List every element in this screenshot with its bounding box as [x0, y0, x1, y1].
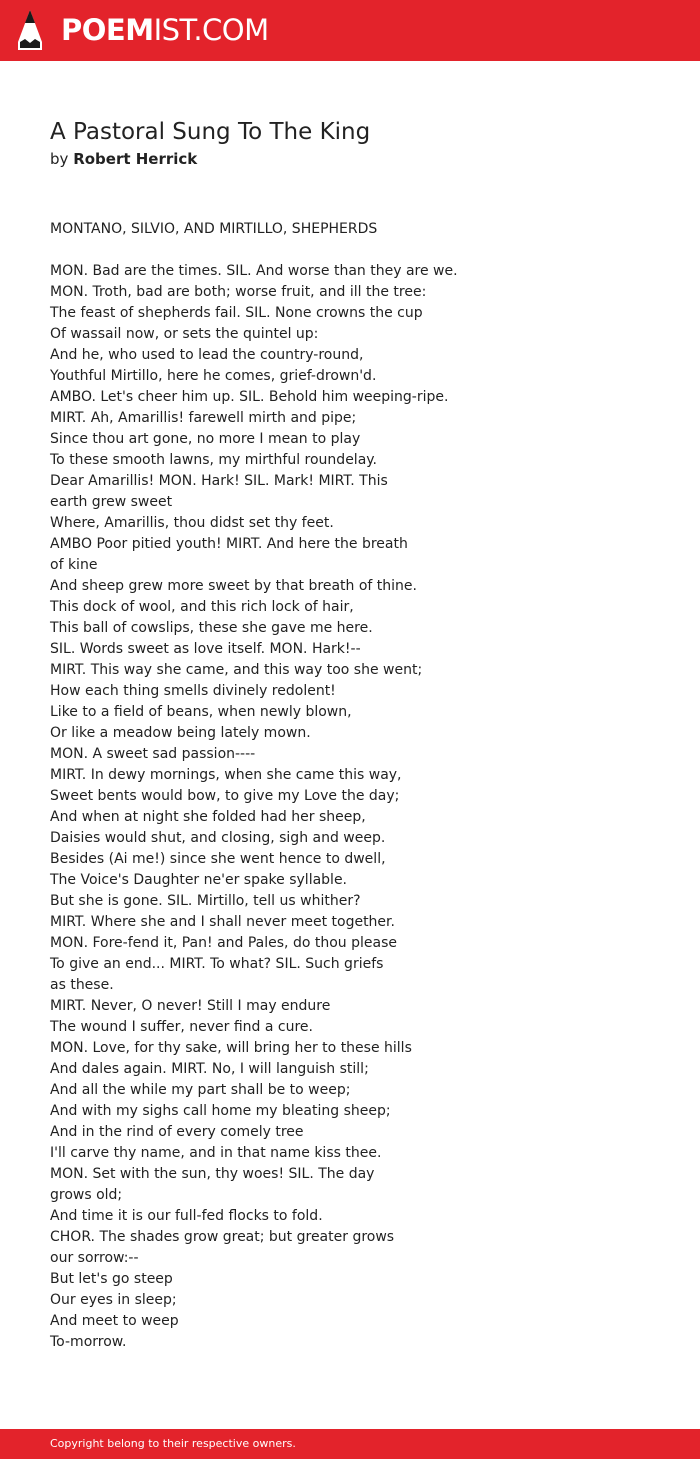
poem-line: grows old; [50, 1187, 123, 1203]
copyright-text: Copyright belong to their respective owners. [50, 1437, 296, 1450]
poem-line: CHOR. The shades grow great; but greater grows [50, 1229, 395, 1245]
poem-line: The Voice's Daughter ne'er spake syllable. [50, 872, 348, 888]
poem-line: To-morrow. [50, 1334, 127, 1350]
poem-line: Sweet bents would bow, to give my Love the day; [50, 788, 400, 804]
poem-line: SIL. Words sweet as love itself. MON. Hark!-- [50, 641, 361, 657]
poem-line: Since thou art gone, no more I mean to play [50, 431, 361, 447]
poem-line: And dales again. MIRT. No, I will languish still; [50, 1061, 369, 1077]
poem-line: Our eyes in sleep; [50, 1292, 177, 1308]
poem-author[interactable]: Robert Herrick [73, 150, 198, 168]
poem-line: AMBO. Let's cheer him up. SIL. Behold him weeping-ripe. [50, 389, 449, 405]
logo-light-text: IST.COM [153, 13, 269, 47]
poem-line: Or like a meadow being lately mown. [50, 725, 311, 741]
pencil-tip-icon[interactable] [17, 9, 43, 51]
poem-line: Dear Amarillis! MON. Hark! SIL. Mark! MIRT. This [50, 473, 388, 489]
poem-title: A Pastoral Sung To The King [50, 119, 371, 145]
poem-line: And with my sighs call home my bleating sheep; [50, 1103, 391, 1119]
poem-line: And in the rind of every comely tree [50, 1124, 304, 1140]
poem-line: MIRT. Never, O never! Still I may endure [50, 998, 331, 1014]
poem-line: MONTANO, SILVIO, AND MIRTILLO, SHEPHERDS [50, 221, 378, 237]
poem-line: I'll carve thy name, and in that name kiss thee. [50, 1145, 382, 1161]
poem-line: Like to a field of beans, when newly blown, [50, 704, 352, 720]
poem-line: And meet to weep [50, 1313, 179, 1329]
poem-line: How each thing smells divinely redolent! [50, 683, 336, 699]
poem-line: earth grew sweet [50, 494, 173, 510]
poem-line: MIRT. Ah, Amarillis! farewell mirth and pipe; [50, 410, 357, 426]
poem-line: Youthful Mirtillo, here he comes, grief-drown'd. [50, 368, 377, 384]
poem-line: And he, who used to lead the country-round, [50, 347, 364, 363]
poem-line: MIRT. This way she came, and this way too she went; [50, 662, 423, 678]
poem-line: MON. Love, for thy sake, will bring her to these hills [50, 1040, 412, 1056]
poem-line: And sheep grew more sweet by that breath of thine. [50, 578, 417, 594]
poem-line: MIRT. Where she and I shall never meet together. [50, 914, 395, 930]
poem-byline [50, 148, 670, 170]
poem-line: To give an end... MIRT. To what? SIL. Such griefs [50, 956, 384, 972]
site-footer [0, 1429, 700, 1459]
poem-line: MON. Set with the sun, thy woes! SIL. The day [50, 1166, 375, 1182]
poem-line: The feast of shepherds fail. SIL. None crowns the cup [50, 305, 423, 321]
poem-line: Besides (Ai me!) since she went hence to dwell, [50, 851, 386, 867]
poem-line: And all the while my part shall be to weep; [50, 1082, 351, 1098]
poem-line: But she is gone. SIL. Mirtillo, tell us whither? [50, 893, 361, 909]
poem-line: MON. Fore-fend it, Pan! and Pales, do thou please [50, 935, 397, 951]
poem-line: But let's go steep [50, 1271, 173, 1287]
poem-line: The wound I suffer, never find a cure. [50, 1019, 313, 1035]
poem-line: To these smooth lawns, my mirthful roundelay. [50, 452, 378, 468]
site-header [0, 0, 700, 61]
poem-line: MON. Bad are the times. SIL. And worse than they are we. [50, 263, 458, 279]
poem-line: Daisies would shut, and closing, sigh and weep. [50, 830, 386, 846]
poem-line: MIRT. In dewy mornings, when she came this way, [50, 767, 402, 783]
poem-line: our sorrow:-- [50, 1250, 139, 1266]
poem-line: Where, Amarillis, thou didst set thy feet. [50, 515, 334, 531]
poem-line: This dock of wool, and this rich lock of hair, [50, 599, 354, 615]
poem-line: Of wassail now, or sets the quintel up: [50, 326, 319, 342]
poem-line: And time it is our full-fed flocks to fold. [50, 1208, 323, 1224]
by-prefix: by [50, 150, 69, 168]
poem-line: MON. Troth, bad are both; worse fruit, and ill the tree: [50, 284, 427, 300]
poem-line: as these. [50, 977, 114, 993]
poem-line: This ball of cowslips, these she gave me here. [50, 620, 373, 636]
poem-heading [50, 116, 670, 170]
poem-line: of kine [50, 557, 98, 573]
poem-line: MON. A sweet sad passion---- [50, 746, 256, 762]
logo-bold-text: POEM [61, 13, 154, 47]
site-logo[interactable] [61, 13, 269, 47]
poem-body [50, 219, 670, 1353]
poem-line: And when at night she folded had her sheep, [50, 809, 366, 825]
poem-line: AMBO Poor pitied youth! MIRT. And here the breath [50, 536, 408, 552]
poem-line [50, 240, 670, 261]
